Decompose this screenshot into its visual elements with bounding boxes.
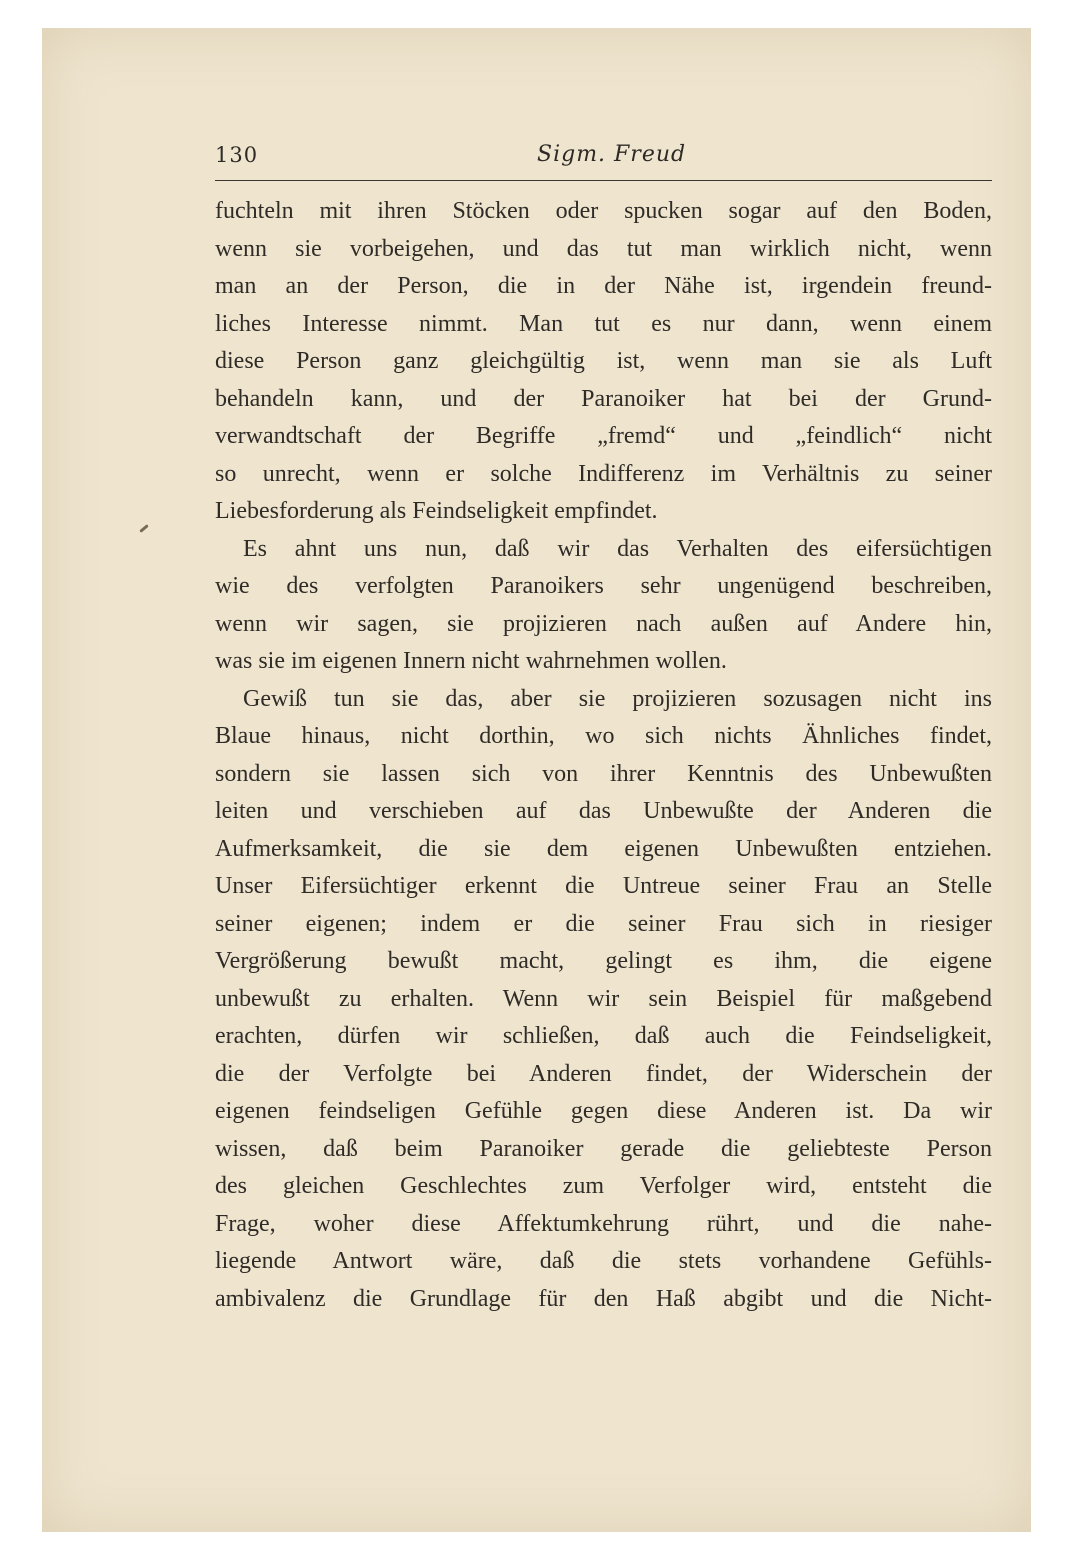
text-line: Liebesforderung als Feindseligkeit empfindet. — [215, 498, 658, 524]
text-line: wenn wir sagen, sie projizieren nach außen auf Andere hin, — [215, 610, 992, 637]
text-line: seiner eigenen; indem er die seiner Frau sich in riesiger — [215, 910, 992, 937]
text-line: des gleichen Geschlechtes zum Verfolger wird, entsteht die — [215, 1173, 992, 1199]
text-line: Vergrößerung bewußt macht, gelingt es ihm, die eigene — [215, 948, 992, 974]
text-line: was sie im eigenen Innern nicht wahrnehmen wollen. — [215, 648, 727, 674]
text-line: man an der Person, die in der Nähe ist, irgendein freund- — [215, 273, 992, 299]
text-line: behandeln kann, und der Paranoiker hat bei der Grund- — [215, 385, 992, 412]
text-line: wenn sie vorbeigehen, und das tut man wirklich nicht, wenn — [215, 235, 992, 262]
text-line: sondern sie lassen sich von ihrer Kenntnis des Unbewußten — [215, 760, 992, 787]
text-line: ambivalenz die Grundlage für den Haß abgibt und die Nicht- — [215, 1285, 992, 1312]
text-line: liches Interesse nimmt. Man tut es nur dann, wenn einem — [215, 310, 992, 337]
text-line: verwandtschaft der Begriffe „fremd“ und „feindlich“ nicht — [215, 423, 992, 449]
text-line: Blaue hinaus, nicht dorthin, wo sich nichts Ähnliches findet, — [215, 723, 992, 749]
text-line: Unser Eifersüchtiger erkennt die Untreue seiner Frau an Stelle — [215, 873, 992, 899]
text-line: wie des verfolgten Paranoikers sehr ungenügend beschreiben, — [215, 573, 992, 599]
text-line: wissen, daß beim Paranoiker gerade die geliebteste Person — [215, 1135, 992, 1162]
text-line: liegende Antwort wäre, daß die stets vorhandene Gefühls- — [215, 1248, 992, 1274]
text-line: erachten, dürfen wir schließen, daß auch die Feindseligkeit, — [215, 1023, 992, 1049]
text-line: leiten und verschieben auf das Unbewußte der Anderen die — [215, 798, 992, 824]
text-line: Aufmerksamkeit, die sie dem eigenen Unbewußten entziehen. — [215, 835, 992, 862]
text-line: diese Person ganz gleichgültig ist, wenn man sie als Luft — [215, 348, 992, 374]
text-line: die der Verfolgte bei Anderen findet, der Widerschein der — [215, 1060, 992, 1087]
page-header — [215, 140, 992, 181]
body-text — [215, 193, 992, 1318]
text-line: Es ahnt uns nun, daß wir das Verhalten des eifersüchtigen — [243, 535, 992, 562]
text-line: eigenen feindseligen Gefühle gegen diese Anderen ist. Da wir — [215, 1098, 992, 1124]
text-line: Gewiß tun sie das, aber sie projizieren sozusagen nicht ins — [243, 685, 992, 712]
text-line: Frage, woher diese Affektumkehrung rührt, und die nahe- — [215, 1210, 992, 1237]
text-line: so unrecht, wenn er solche Indifferenz im Verhältnis zu seiner — [215, 460, 992, 487]
text-line: unbewußt zu erhalten. Wenn wir sein Beispiel für maßgebend — [215, 985, 992, 1012]
running-head: Sigm. Freud — [537, 142, 687, 167]
text-line: fuchteln mit ihren Stöcken oder spucken sogar auf den Boden, — [215, 198, 992, 224]
page-number: 130 — [215, 143, 259, 167]
